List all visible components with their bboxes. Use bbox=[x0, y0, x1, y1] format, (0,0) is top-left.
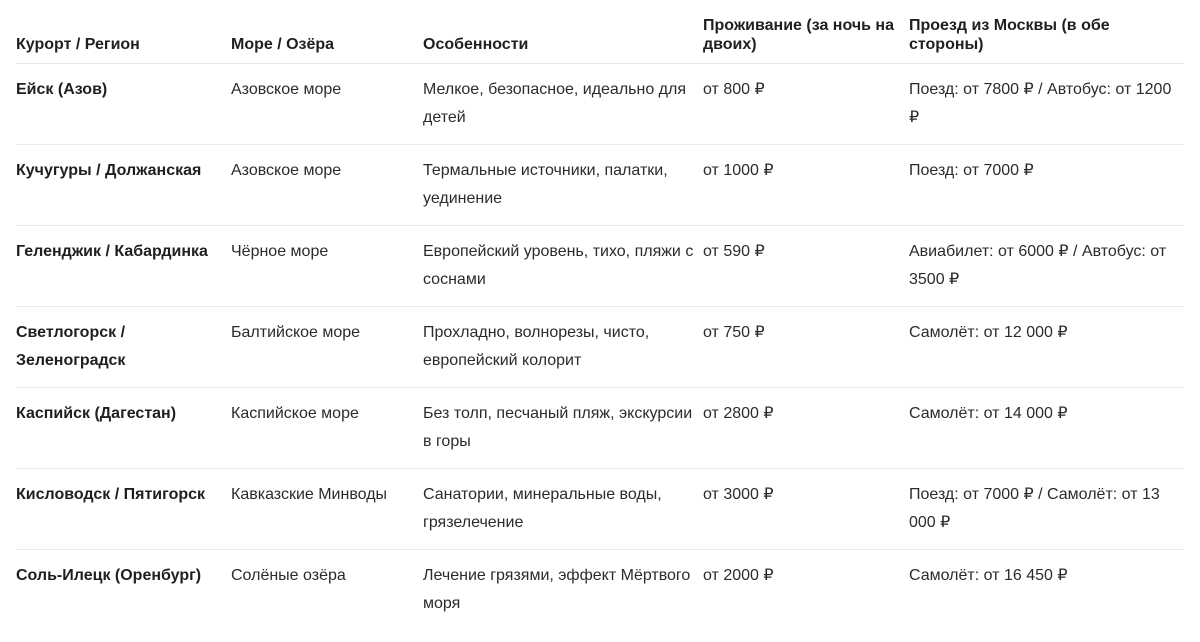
cell-features: Прохладно, волнорезы, чисто, европейский колорит bbox=[423, 324, 650, 369]
header-travel: Проезд из Москвы (в обе стороны) bbox=[909, 17, 1110, 53]
cell-features: Термальные источники, палатки, уединение bbox=[423, 162, 668, 207]
cell-features: Мелкое, безопасное, идеально для детей bbox=[423, 81, 687, 126]
cell-features: Без толп, песчаный пляж, экскурсии в горы bbox=[423, 405, 693, 450]
cell-travel: Поезд: от 7800 ₽ / Автобус: от 1200 ₽ bbox=[909, 81, 1172, 126]
cell-travel: Самолёт: от 16 450 ₽ bbox=[909, 567, 1068, 584]
cell-resort: Соль-Илецк (Оренбург) bbox=[16, 567, 202, 584]
header-row bbox=[16, 6, 1184, 64]
cell-sea: Балтийское море bbox=[231, 324, 361, 341]
table-row bbox=[16, 388, 1184, 469]
cell-accommodation: от 3000 ₽ bbox=[703, 486, 774, 503]
cell-resort: Ейск (Азов) bbox=[16, 81, 108, 98]
cell-accommodation: от 750 ₽ bbox=[703, 324, 765, 341]
cell-features: Европейский уровень, тихо, пляжи с соснами bbox=[423, 243, 694, 288]
cell-features: Санатории, минеральные воды, грязелечение bbox=[423, 486, 662, 531]
cell-sea: Каспийское море bbox=[231, 405, 359, 422]
header-sea: Море / Озёра bbox=[231, 36, 335, 53]
cell-resort: Кучугуры / Должанская bbox=[16, 162, 202, 179]
table-row bbox=[16, 307, 1184, 388]
table-row bbox=[16, 64, 1184, 145]
cell-travel: Самолёт: от 12 000 ₽ bbox=[909, 324, 1068, 341]
cell-accommodation: от 1000 ₽ bbox=[703, 162, 774, 179]
cell-accommodation: от 800 ₽ bbox=[703, 81, 765, 98]
resorts-table bbox=[16, 6, 1184, 631]
table-header bbox=[16, 6, 1184, 64]
cell-accommodation: от 2000 ₽ bbox=[703, 567, 774, 584]
header-accommodation: Проживание (за ночь на двоих) bbox=[703, 17, 894, 53]
cell-travel: Поезд: от 7000 ₽ / Самолёт: от 13 000 ₽ bbox=[909, 486, 1160, 531]
table-row bbox=[16, 550, 1184, 631]
cell-sea: Кавказские Минводы bbox=[231, 486, 388, 503]
cell-travel: Поезд: от 7000 ₽ bbox=[909, 162, 1034, 179]
cell-sea: Солёные озёра bbox=[231, 567, 346, 584]
table-row bbox=[16, 145, 1184, 226]
cell-accommodation: от 2800 ₽ bbox=[703, 405, 774, 422]
cell-travel: Авиабилет: от 6000 ₽ / Автобус: от 3500 ₽ bbox=[909, 243, 1167, 288]
cell-accommodation: от 590 ₽ bbox=[703, 243, 765, 260]
table-row bbox=[16, 226, 1184, 307]
cell-features: Лечение грязями, эффект Мёртвого моря bbox=[423, 567, 691, 612]
cell-resort: Кисловодск / Пятигорск bbox=[16, 486, 206, 503]
header-features: Особенности bbox=[423, 36, 529, 53]
cell-sea: Азовское море bbox=[231, 81, 342, 98]
table-row bbox=[16, 469, 1184, 550]
cell-travel: Самолёт: от 14 000 ₽ bbox=[909, 405, 1068, 422]
cell-sea: Чёрное море bbox=[231, 243, 329, 260]
cell-resort: Геленджик / Кабардинка bbox=[16, 243, 208, 260]
cell-resort: Светлогорск / Зеленоградск bbox=[16, 324, 126, 369]
header-resort: Курорт / Регион bbox=[16, 36, 140, 53]
cell-resort: Каспийск (Дагестан) bbox=[16, 405, 177, 422]
table-body bbox=[16, 64, 1184, 631]
cell-sea: Азовское море bbox=[231, 162, 342, 179]
